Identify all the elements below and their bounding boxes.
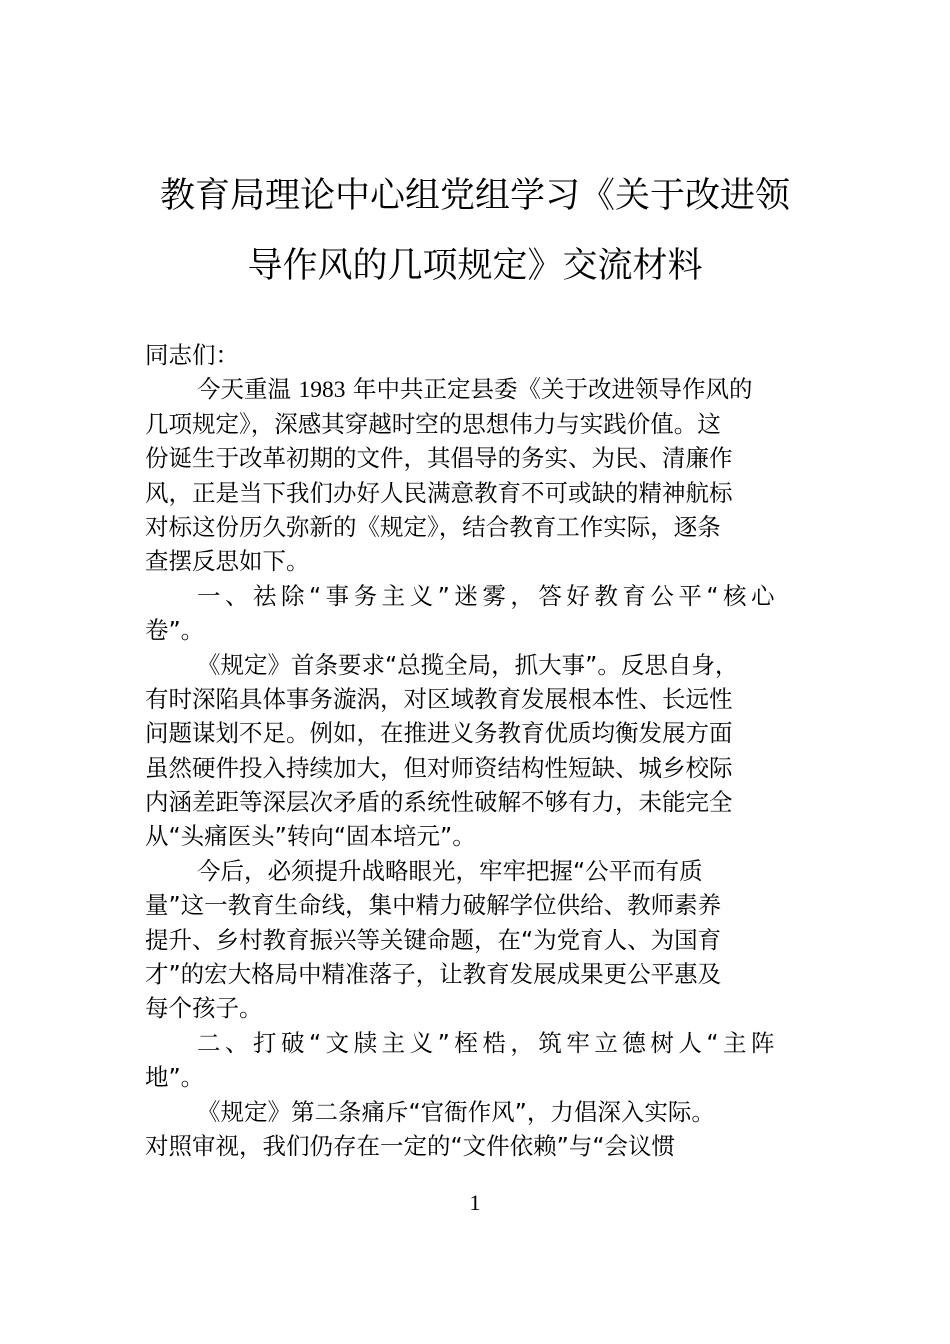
paragraph-line: 才”的宏大格局中精准落子，让教育发展成果更公平惠及 — [145, 960, 722, 989]
paragraph-line — [145, 372, 810, 406]
section-heading-1: 一、祛除“事务主义”迷雾，答好教育公平“核心 — [197, 581, 780, 610]
paragraph-line: 有时深陷具体事务漩涡，对区域教育发展根本性、长远性 — [145, 684, 733, 713]
paragraph-line: 份诞生于改革初期的文件，其倡导的务实、为民、清廉作 — [145, 444, 733, 473]
section-heading-2-cont: 地”。 — [145, 1063, 205, 1092]
paragraph-line: 内涵差距等深层次矛盾的系统性破解不够有力，未能完全 — [145, 788, 733, 817]
paragraph-line: 每个孩子。 — [145, 994, 263, 1023]
paragraph-line: 对照审视，我们仍存在一定的“文件依赖”与“会议惯 — [145, 1131, 676, 1160]
text-span: 年中共正定县委《关于改进领导作风的 — [345, 375, 753, 404]
paragraph-line: 《规定》首条要求“总揽全局，抓大事”。反思自身， — [197, 650, 739, 679]
section-heading-1-cont: 卷”。 — [145, 616, 205, 645]
paragraph-line: 对标这份历久弥新的《规定》，结合教育工作实际，逐条 — [145, 512, 721, 541]
paragraph-line: 提升、乡村教育振兴等关键命题，在“为党育人、为国育 — [145, 925, 722, 954]
paragraph-line: 问题谋划不足。例如，在推进义务教育优质均衡发展方面 — [145, 719, 733, 748]
section-heading-2: 二、打破“文牍主义”桎梏，筑牢立德树人“主阵 — [197, 1028, 780, 1057]
paragraph-line: 几项规定》，深感其穿越时空的思想伟力与实践价值。这 — [145, 409, 721, 438]
paragraph-line: 量”这一教育生命线，集中精力破解学位供给、教师素养 — [145, 891, 722, 920]
document-title-line-2: 导作风的几项规定》交流材料 — [247, 246, 703, 286]
paragraph-line: 风，正是当下我们办好人民满意教育不可或缺的精神航标 — [145, 478, 733, 507]
page-number: 1 — [469, 1190, 481, 1215]
text-span: 今天重温 — [197, 375, 299, 404]
paragraph-line: 查摆反思如下。 — [145, 547, 310, 576]
paragraph-line: 今后，必须提升战略眼光，牢牢把握“公平而有质 — [197, 856, 703, 885]
document-title-line-1: 教育局理论中心组党组学习《关于改进领 — [159, 176, 790, 216]
paragraph-line: 从“头痛医头”转向“固本培元”。 — [145, 822, 476, 851]
salutation: 同志们： — [145, 341, 239, 369]
year-number: 1983 — [298, 377, 346, 404]
paragraph-line: 虽然硬件投入持续加大，但对师资结构性短缺、城乡校际 — [145, 753, 733, 782]
document-body — [145, 338, 810, 1163]
paragraph-line: 《规定》第二条痛斥“官衙作风”，力倡深入实际。 — [197, 1097, 715, 1126]
